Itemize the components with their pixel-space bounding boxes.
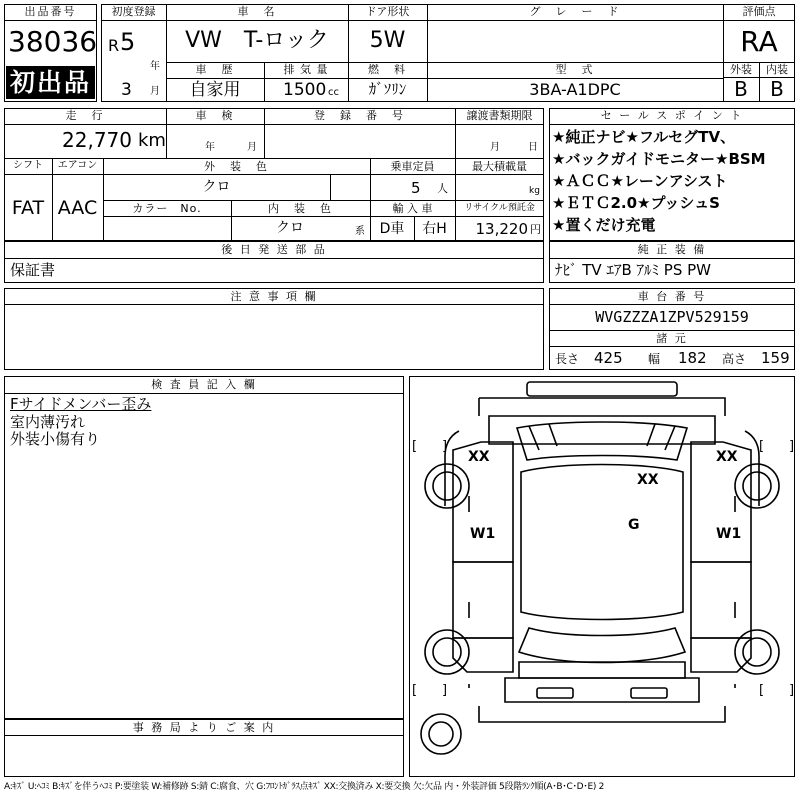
diagram-bracket: ] (789, 683, 795, 698)
height-label: 高さ (722, 352, 747, 366)
max-load-label: 最大積載量 (472, 160, 527, 173)
notes-label: 注 意 事 項 欄 (230, 290, 318, 303)
year-unit: 年 (150, 61, 160, 72)
sales-point-line: ★置くだけ充電 (552, 216, 656, 234)
reg-number-label: 登 録 番 号 (314, 109, 405, 122)
shift: FAT (11, 197, 45, 219)
ext-color: クロ (202, 179, 231, 195)
length: 425 (594, 349, 623, 367)
int-color-unit: 系 (355, 226, 365, 237)
diagram-bracket: [ (412, 683, 418, 698)
exterior-score: B (734, 77, 748, 101)
damage-mark: XX (637, 472, 659, 488)
first-listing-badge: 初出品 (6, 66, 95, 99)
diagram-bracket: [ (412, 439, 418, 454)
diagram-bracket: ] (789, 439, 795, 454)
car-name-label: 車 名 (237, 5, 277, 18)
length-label: 長さ (555, 352, 580, 366)
door-label: ドア形状 (365, 5, 410, 18)
sales-point-line: ★ＡＣＣ★レーンアシスト (552, 172, 728, 190)
grade-label: グ レ ー ド (529, 5, 621, 18)
office-label: 事 務 局 よ り ご 案 内 (132, 721, 276, 734)
lot-number: 38036 (8, 25, 98, 58)
chassis-label: 車 台 番 号 (637, 290, 707, 303)
capacity-label: 乗車定員 (390, 160, 435, 173)
transfer-month-unit: 月 (490, 142, 500, 153)
ext-color-label: 外 装 色 (204, 160, 269, 173)
inspection-label: 車 検 (195, 109, 235, 122)
recycle-label: リサイクル預託金 (464, 203, 535, 213)
history-label: 車 歴 (195, 63, 235, 76)
inspection-month-unit: 月 (247, 142, 257, 153)
legend: A:ｷｽﾞ U:ﾍｺﾐ B:ｷｽﾞを伴うﾍｺﾐ P:要塗装 W:補修跡 S:錆 C:腐食、穴 G:ﾌﾛﾝﾄｶﾞﾗｽ点ｷｽﾞ XX:交換済み X:要交換 欠:欠品 内・外装評価 5段階ﾗﾝｸ順(A･B･C･D･E) 2 (4, 782, 605, 792)
mileage-unit: km (138, 130, 166, 151)
damage-mark: W1 (470, 526, 496, 542)
recycle-unit: 円 (530, 223, 541, 236)
inspection-year-unit: 年 (205, 142, 215, 153)
width-label: 幅 (648, 352, 661, 366)
recycle-fee: 13,220 (475, 220, 528, 238)
later-parts-label: 後 日 発 送 部 品 (221, 243, 327, 256)
chassis-number: WVGZZZA1ZPV529159 (595, 308, 749, 326)
displacement-label: 排 気 量 (283, 63, 329, 76)
diagram-bracket: [ (759, 683, 765, 698)
fuel-label: 燃 料 (368, 63, 407, 76)
equipment-label: 純 正 装 備 (637, 243, 707, 256)
aircon-label: エアコン (57, 160, 98, 171)
diagram-bracket: ] (442, 683, 448, 698)
overall-score: RA (740, 25, 778, 58)
fuel: ｶﾞｿﾘﾝ (368, 80, 407, 98)
width: 182 (678, 349, 707, 367)
displacement-unit: cc (328, 87, 339, 98)
dims-label: 諸 元 (656, 332, 688, 345)
damage-mark: XX (468, 449, 490, 465)
first-reg-month: 3 (121, 80, 132, 100)
score-label: 評価点 (742, 5, 776, 18)
damage-mark: W1 (716, 526, 742, 542)
diagram-bracket: [ (759, 439, 765, 454)
import-label: 輸 入 車 (392, 202, 433, 215)
first-reg-year: 5 (120, 28, 136, 56)
int-color: クロ (276, 220, 304, 236)
sales-point-line: ★バックガイドモニター★BSM (552, 150, 766, 168)
interior-score: B (770, 77, 784, 101)
mileage-label: 走 行 (65, 109, 105, 122)
capacity: 5 (411, 179, 421, 197)
max-load-unit: kg (529, 186, 540, 196)
first-reg-label: 初度登録 (111, 5, 156, 18)
era: R (108, 36, 120, 55)
inspector-label: 検 査 員 記 入 欄 (151, 378, 257, 391)
model-label: 型 式 (555, 63, 595, 76)
inspector-line: Fサイドメンバー歪み (10, 395, 152, 413)
inspector-line: 外装小傷有り (10, 430, 101, 448)
import-handle: 右H (422, 221, 447, 237)
sales-point-line: ★ＥＴＣ2.0★プッシュS (552, 194, 720, 212)
lot-number-label: 出品番号 (24, 5, 77, 18)
car-diagram (409, 376, 795, 777)
model-code: 3BA-A1DPC (529, 80, 621, 99)
door-type: 5W (369, 28, 406, 53)
sales-points-label: セ ー ル ス ポ イ ン ト (600, 109, 744, 122)
displacement: 1500 (283, 80, 327, 100)
transfer-day-unit: 日 (528, 142, 538, 153)
color-no-label: カラー No. (132, 202, 202, 215)
equipment-value: ﾅﾋﾞ TV ｴｱB ｱﾙﾐ PS PW (555, 261, 711, 279)
exterior-score-label: 外装 (730, 63, 752, 76)
inspector-line: 室内薄汚れ (10, 413, 86, 431)
int-color-label: 内 装 色 (268, 202, 333, 215)
import-drive: D車 (379, 221, 405, 237)
transfer-deadline-label: 譲渡書類期限 (466, 109, 533, 122)
damage-mark: XX (716, 449, 738, 465)
capacity-unit: 人 (437, 182, 448, 195)
shift-label: シフト (13, 160, 43, 171)
damage-mark: G (628, 517, 640, 533)
height: 159 (761, 349, 790, 367)
mileage: 22,770 (62, 128, 132, 152)
car-name: VW T-ロック (185, 28, 329, 53)
diagram-bracket: ] (442, 439, 448, 454)
sales-point-line: ★純正ナビ★フルセグTV、 (552, 128, 736, 146)
later-parts-value: 保証書 (10, 261, 56, 279)
history: 自家用 (189, 80, 241, 100)
interior-score-label: 内装 (766, 63, 788, 76)
month-unit: 月 (150, 86, 160, 97)
aircon: AAC (57, 197, 98, 219)
